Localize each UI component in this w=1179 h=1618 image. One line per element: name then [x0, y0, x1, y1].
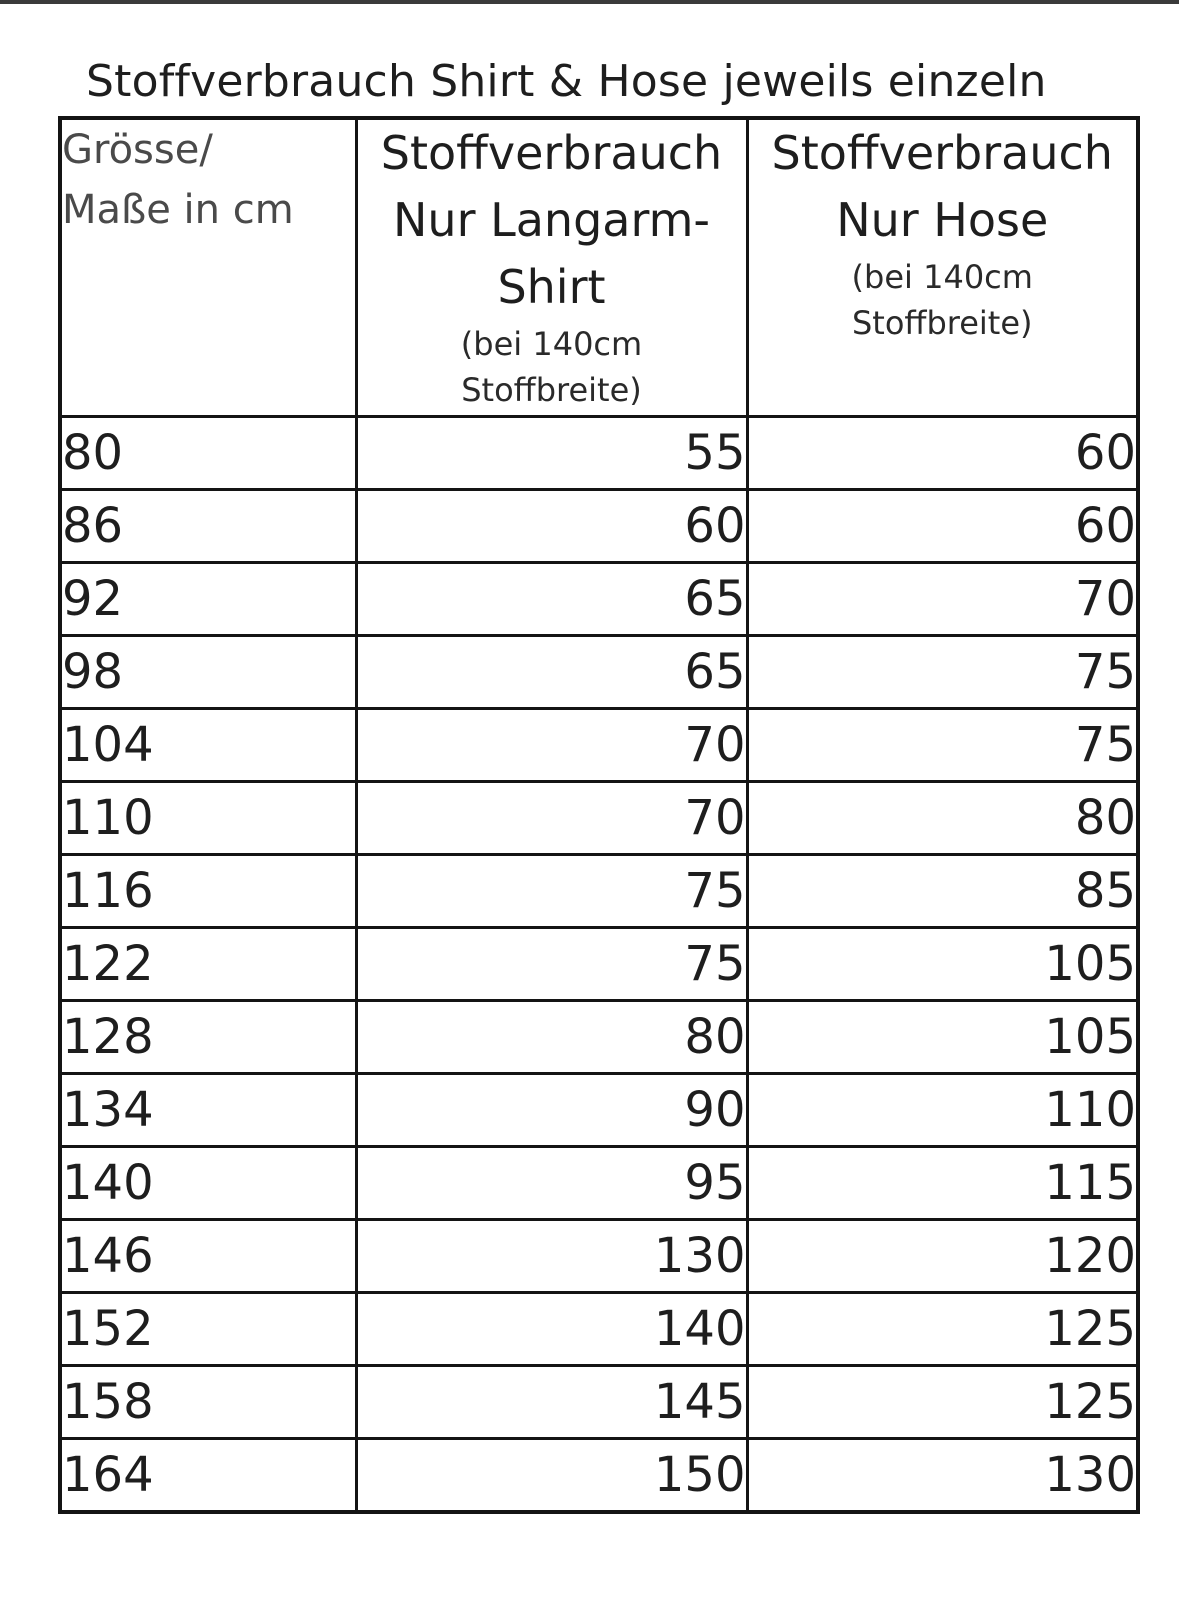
table-row	[60, 1001, 1138, 1074]
shirt-value-cell: 145	[356, 1366, 747, 1439]
shirt-value-cell: 140	[356, 1293, 747, 1366]
shirt-column-header	[356, 118, 747, 417]
size-header-line-1: Grösse/	[62, 127, 213, 173]
pants-column-header	[747, 118, 1138, 417]
pants-value-cell: 105	[747, 1001, 1138, 1074]
pants-value-cell: 70	[747, 563, 1138, 636]
size-cell: 92	[60, 563, 356, 636]
shirt-value-cell: 90	[356, 1074, 747, 1147]
table-row	[60, 1439, 1138, 1513]
document-title: Stoffverbrauch Shirt & Hose jeweils einzeln	[86, 56, 1047, 107]
table-row	[60, 855, 1138, 928]
shirt-value-cell: 65	[356, 636, 747, 709]
table-row	[60, 782, 1138, 855]
shirt-value-cell: 60	[356, 490, 747, 563]
shirt-value-cell: 70	[356, 709, 747, 782]
pants-header-note-1: (bei 140cm	[851, 258, 1033, 296]
pants-value-cell: 110	[747, 1074, 1138, 1147]
pants-value-cell: 120	[747, 1220, 1138, 1293]
table-row	[60, 636, 1138, 709]
table-row	[60, 563, 1138, 636]
size-cell: 164	[60, 1439, 356, 1513]
shirt-value-cell: 150	[356, 1439, 747, 1513]
pants-value-cell: 85	[747, 855, 1138, 928]
size-column-header	[60, 118, 356, 417]
shirt-value-cell: 70	[356, 782, 747, 855]
pants-header-line-1: Stoffverbrauch	[771, 126, 1113, 180]
shirt-value-cell: 75	[356, 928, 747, 1001]
shirt-header-line-2: Nur Langarm-	[393, 193, 710, 247]
table-row	[60, 928, 1138, 1001]
size-cell: 80	[60, 417, 356, 490]
table-header-row	[60, 118, 1138, 417]
size-cell: 110	[60, 782, 356, 855]
pants-value-cell: 75	[747, 636, 1138, 709]
pants-value-cell: 60	[747, 490, 1138, 563]
shirt-value-cell: 130	[356, 1220, 747, 1293]
size-header-line-2: Maße in cm	[62, 187, 294, 233]
shirt-value-cell: 95	[356, 1147, 747, 1220]
pants-value-cell: 60	[747, 417, 1138, 490]
shirt-value-cell: 65	[356, 563, 747, 636]
table-row	[60, 1293, 1138, 1366]
shirt-header-note-1: (bei 140cm	[460, 325, 643, 363]
table-row	[60, 709, 1138, 782]
table-row	[60, 490, 1138, 563]
shirt-value-cell: 55	[356, 417, 747, 490]
size-cell: 122	[60, 928, 356, 1001]
fabric-consumption-table	[58, 116, 1140, 1514]
shirt-header-line-3: Shirt	[497, 260, 606, 314]
pants-value-cell: 80	[747, 782, 1138, 855]
pants-header-line-2: Nur Hose	[836, 193, 1049, 247]
size-cell: 116	[60, 855, 356, 928]
table-row	[60, 1366, 1138, 1439]
size-cell: 98	[60, 636, 356, 709]
pants-value-cell: 115	[747, 1147, 1138, 1220]
pants-value-cell: 125	[747, 1366, 1138, 1439]
size-cell: 134	[60, 1074, 356, 1147]
pants-value-cell: 125	[747, 1293, 1138, 1366]
size-cell: 128	[60, 1001, 356, 1074]
shirt-value-cell: 80	[356, 1001, 747, 1074]
pants-value-cell: 130	[747, 1439, 1138, 1513]
pants-header-note-2: Stoffbreite)	[851, 304, 1033, 342]
size-cell: 104	[60, 709, 356, 782]
shirt-header-note-2: Stoffbreite)	[461, 371, 642, 409]
size-cell: 86	[60, 490, 356, 563]
size-cell: 158	[60, 1366, 356, 1439]
table-row	[60, 1147, 1138, 1220]
size-cell: 146	[60, 1220, 356, 1293]
top-border-rule	[0, 0, 1179, 4]
shirt-header-line-1: Stoffverbrauch	[380, 126, 723, 180]
size-cell: 152	[60, 1293, 356, 1366]
pants-value-cell: 105	[747, 928, 1138, 1001]
shirt-value-cell: 75	[356, 855, 747, 928]
pants-value-cell: 75	[747, 709, 1138, 782]
table-row	[60, 1074, 1138, 1147]
size-cell: 140	[60, 1147, 356, 1220]
table-row	[60, 1220, 1138, 1293]
table-row	[60, 417, 1138, 490]
